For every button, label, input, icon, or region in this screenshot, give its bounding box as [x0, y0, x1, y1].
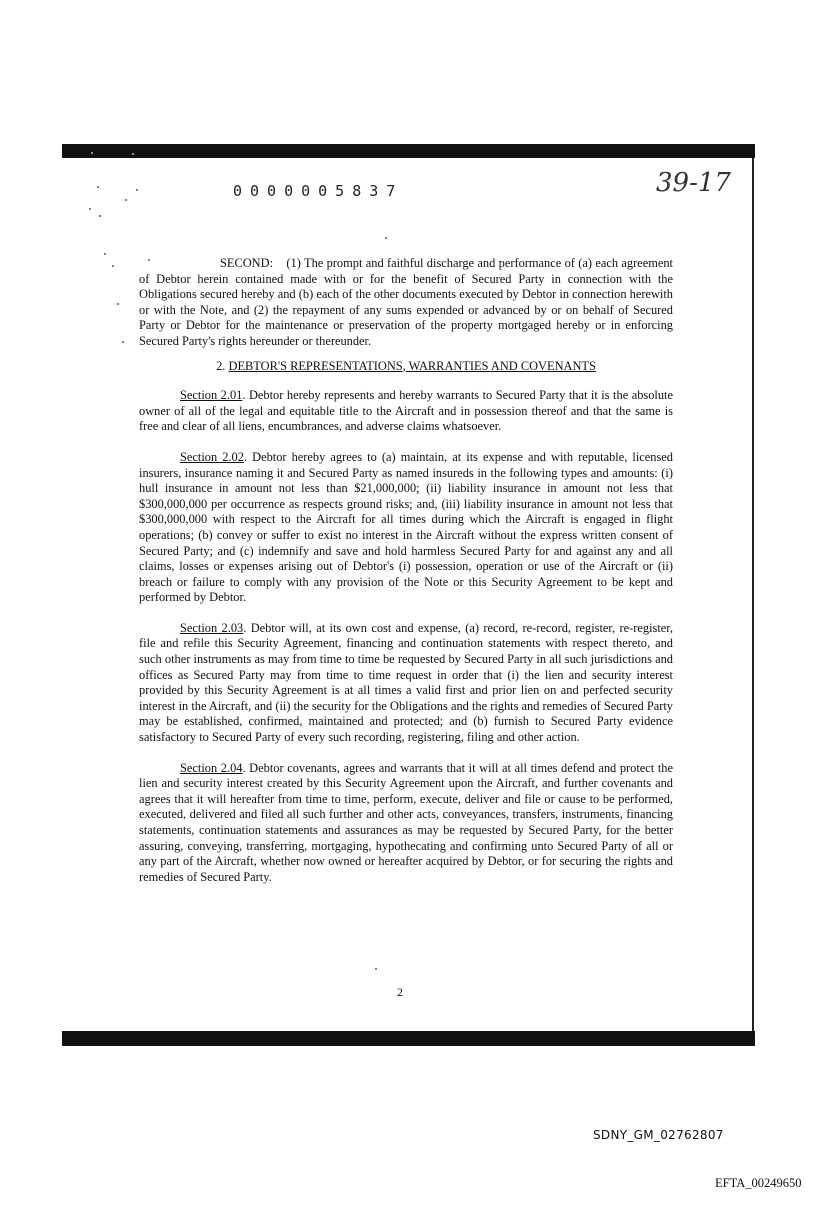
scan-speck [104, 253, 106, 255]
second-text: (1) The prompt and faithful discharge and performance of (a) each agreement of Debtor herein contained made with or for the benefit of Secured Party in connection with the Obligations secured hereby and (b) each of the other documents executed by Debtor in connection herewith or with the Note, and (2) the repayment of any sums expended or advanced by or on behalf of Secured Party or Debtor for the maintenance or preservation of the property mortgaged hereby or in enforcing Secured Party's rights hereunder or thereunder. [139, 256, 674, 348]
scan-speck [112, 265, 114, 267]
scan-speck [99, 215, 101, 217]
scan-speck [117, 303, 119, 305]
section-heading [139, 359, 673, 375]
scan-top-border [62, 144, 755, 158]
bates-number: SDNY_GM_02762807 [593, 1128, 724, 1142]
scan-speck [132, 153, 134, 155]
scan-speck [122, 341, 124, 343]
heading-number: 2. [216, 358, 226, 373]
scan-speck [375, 968, 377, 970]
scan-speck [89, 208, 91, 210]
scan-right-edge [752, 158, 754, 1031]
paragraph-section-2-01 [139, 388, 673, 435]
section-label: Section 2.01 [180, 388, 243, 403]
handwritten-page-mark: 39-17 [656, 168, 731, 198]
section-text: . Debtor will, at its own cost and expense, (a) record, re-record, register, re-register, file and refile this Security Agreement, financing and continuation statements with respect thereto, and such other instruments as may from time to time be requested by Secured Party in all such jurisdictions and offices as Secured Party may from time to time request in order that (i) the lien and security interest provided by this Security Agreement is at all times a valid first and prior lien on and perfected security interest in the Aircraft, and (ii) the security for the Obligations and the rights and remedies of Secured Party may be established, confirmed, maintained and protected; and (b) furnish to Secured Party evidence satisfactory to Secured Party of every such recording, registering, filing and other action. [139, 620, 674, 745]
paragraph-section-2-04 [139, 761, 673, 886]
efta-number: EFTA_00249650 [715, 1176, 802, 1190]
page-number: 2 [397, 985, 403, 999]
scan-speck [97, 186, 99, 188]
paragraph-section-2-02 [139, 450, 673, 606]
document-number: 0000005837 [233, 182, 404, 200]
section-text: . Debtor hereby agrees to (a) maintain, at its expense and with reputable, licensed insurers, insurance naming it and Secured Party as named insureds in the following types and amounts: (i) hull insurance in amount not less than $21,000,000; (ii) liability insurance in amount not less that $300,000,000 per occurrence as respects ground risks; and, (iii) liability insurance in amount not less that $300,000,000 with respect to the Aircraft for all times during which the Aircraft is engaged in flight operations; (b) convey or suffer to exist no interest in the Aircraft without the express written consent of Secured Party; and (c) indemnify and save and hold harmless Secured Party for and against any and all claims, losses or expenses arising out of Debtor's (i) possession, operation or use of the Aircraft or (ii) breach or failure to comply with any provision of the Note or this Security Agreement to be kept and performed by Debtor. [139, 449, 673, 605]
second-label: SECOND: [220, 256, 274, 270]
scan-speck [385, 237, 387, 239]
section-label: Section 2.03 [180, 620, 244, 635]
section-label: Section 2.04 [180, 760, 243, 775]
scan-speck [91, 152, 93, 154]
paragraph-section-2-03 [139, 621, 673, 746]
scan-bottom-border [62, 1031, 755, 1046]
section-text: . Debtor covenants, agrees and warrants that it will at all times defend and protect the lien and security interest created by this Security Agreement upon the Aircraft, and further covenants and agrees that it will hereafter from time to time, perform, execute, deliver and file or cause to be performed, executed, delivered and filed all such further and other acts, conveyances, transfers, instruments, financing statements, continuation statements and assurances as may be requested by Secured Party, for the better assuring, conveying, transferring, mortgaging, hypothecating and confirming unto Secured Party of all or any part of the Aircraft, whether now owned or hereafter acquired by Debtor, or for securing the rights and remedies of Secured Party. [139, 760, 673, 884]
scan-speck [136, 189, 138, 191]
scan-speck [125, 199, 127, 201]
section-text: . Debtor hereby represents and hereby warrants to Secured Party that it is the absolute owner of all of the legal and equitable title to the Aircraft and in possession thereof and that the same is free and clear of all liens, encumbrances, and adverse claims whatsoever. [139, 388, 673, 434]
section-label: Section 2.02 [180, 449, 244, 464]
heading-text: DEBTOR'S REPRESENTATIONS, WARRANTIES AND COVENANTS [228, 358, 596, 373]
paragraph-second [139, 256, 673, 350]
document-body [139, 256, 673, 885]
